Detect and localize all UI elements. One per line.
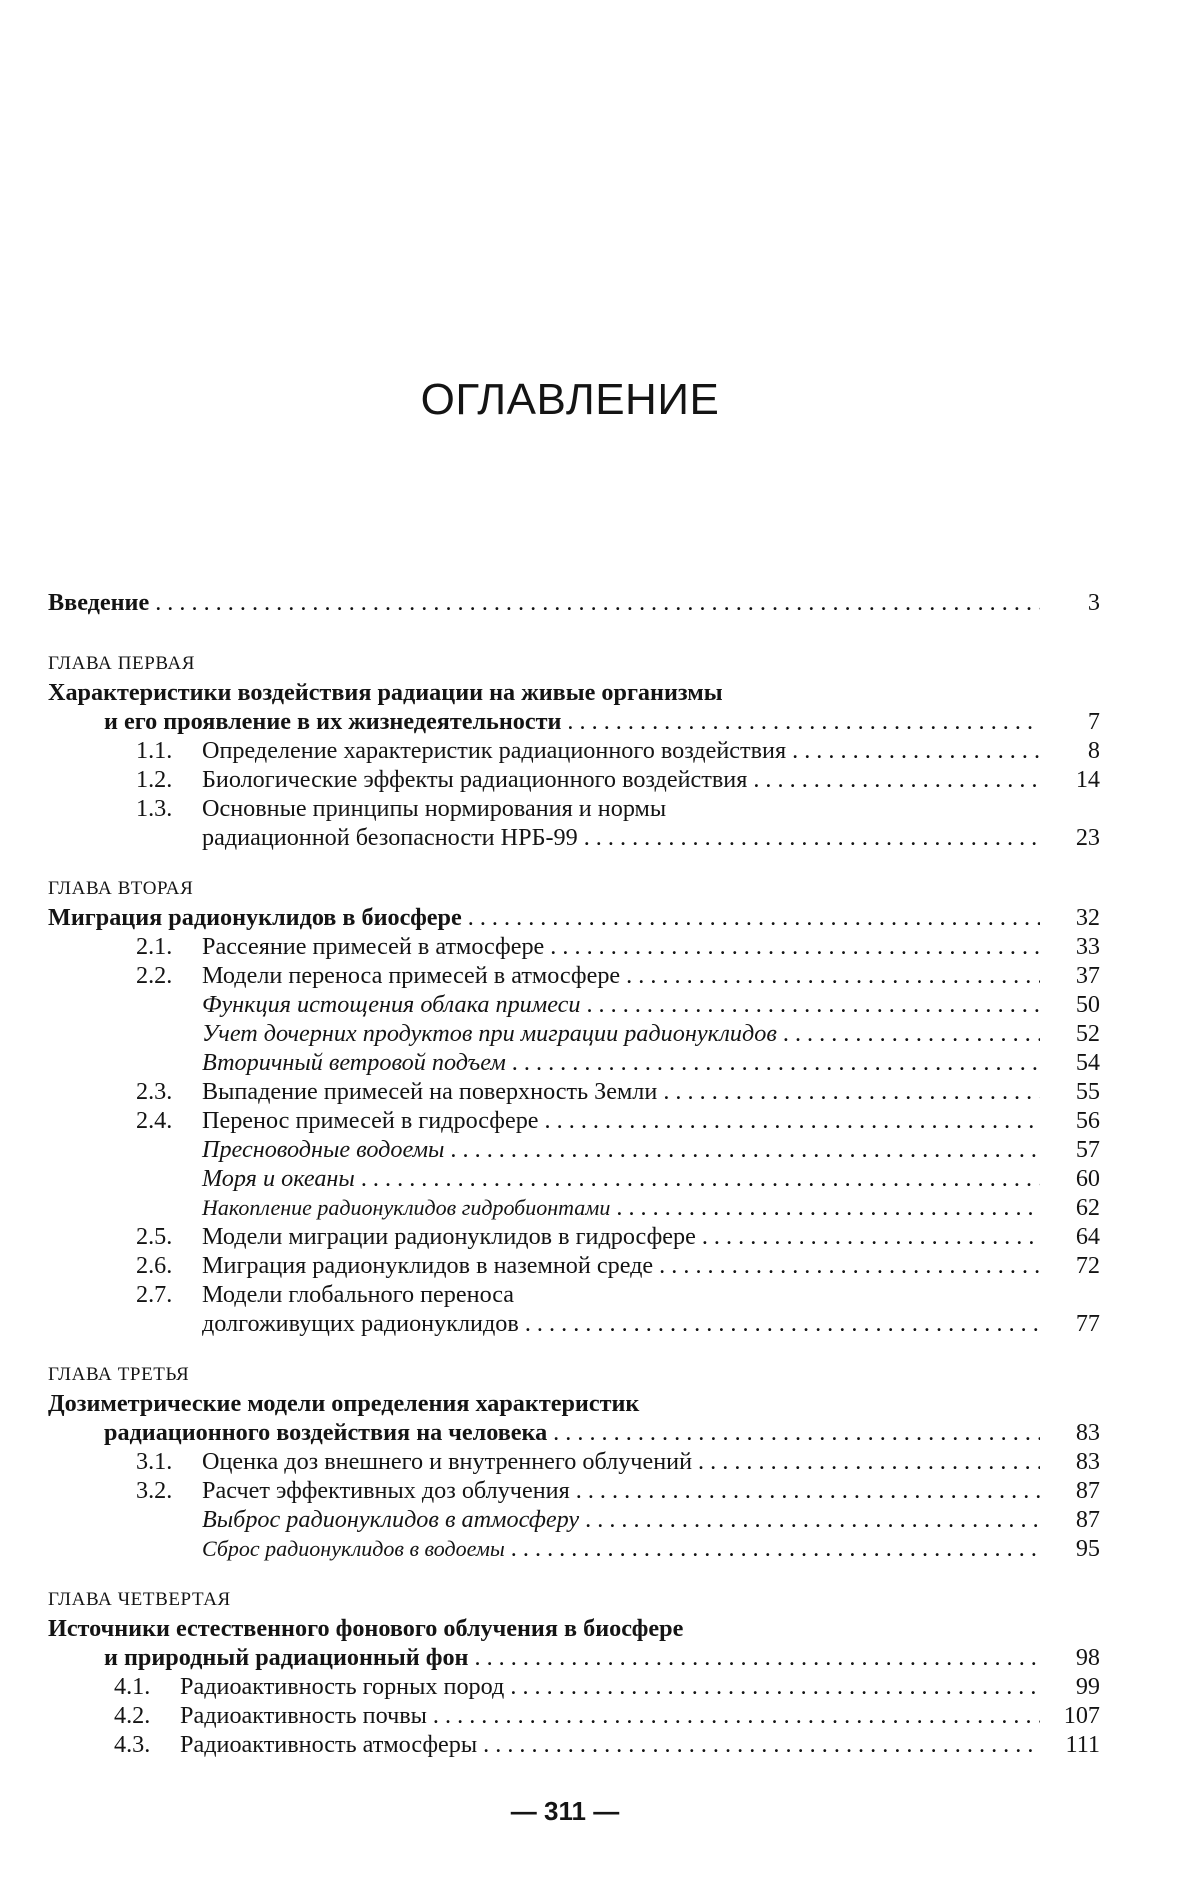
toc-entry[interactable]: [48, 961, 1100, 990]
toc-page-number: 99: [1075, 1673, 1100, 1700]
leader-dots: [792, 736, 1040, 765]
leader-dots: [626, 961, 1040, 990]
section-number: 2.5.: [136, 1223, 173, 1250]
page-title: ОГЛАВЛЕНИЕ: [420, 375, 720, 424]
section-number: 1.2.: [136, 766, 173, 793]
toc-page-number: 8: [1087, 737, 1100, 764]
chapter-title: [48, 1389, 1100, 1418]
leader-dots: [545, 1106, 1040, 1135]
toc-entry[interactable]: [48, 765, 1100, 794]
leader-dots: [783, 1019, 1040, 1048]
leader-dots: [155, 588, 1040, 617]
toc-entry-chapter[interactable]: [48, 707, 1100, 736]
section-number: 2.2.: [136, 962, 173, 989]
leader-dots: [474, 1643, 1040, 1672]
leader-dots: [586, 990, 1040, 1019]
leader-dots: [511, 1534, 1040, 1563]
leader-dots: [550, 932, 1040, 961]
toc-entry: [48, 1280, 1100, 1309]
toc-entry-chapter[interactable]: [48, 903, 1100, 932]
toc-page-number: 3: [1087, 589, 1100, 616]
section-title: Радиоактивность горных пород: [180, 1673, 505, 1700]
toc-entry[interactable]: [48, 823, 1100, 852]
section-number: 2.3.: [136, 1078, 173, 1105]
toc-subentry[interactable]: [48, 1164, 1100, 1193]
toc-page-number: 87: [1075, 1477, 1100, 1504]
toc-entry-chapter[interactable]: [48, 1643, 1100, 1672]
leader-dots: [659, 1251, 1040, 1280]
chapter-title: Миграция радионуклидов в биосфере: [48, 904, 462, 931]
chapter-label: ГЛАВА ПЕРВАЯ: [48, 653, 196, 674]
section-title: Биологические эффекты радиационного воздействия: [202, 766, 748, 793]
section-title: радиационной безопасности НРБ-99: [202, 824, 578, 851]
toc-page-number: 57: [1075, 1136, 1100, 1163]
section-title: Расчет эффективных доз облучения: [202, 1477, 570, 1504]
toc-subentry[interactable]: [48, 1534, 1100, 1563]
toc-page-number: 62: [1075, 1194, 1100, 1221]
toc-subentry[interactable]: [48, 1193, 1100, 1222]
leader-dots: [753, 765, 1040, 794]
section-number: 2.4.: [136, 1107, 173, 1134]
chapter-label: ГЛАВА ВТОРАЯ: [48, 878, 194, 899]
subsection-title: Накопление радионуклидов гидробионтами: [202, 1195, 611, 1220]
subsection-title: Пресноводные водоемы: [202, 1136, 445, 1163]
toc-entry[interactable]: [48, 1251, 1100, 1280]
leader-dots: [576, 1476, 1040, 1505]
subsection-title: Функция истощения облака примеси: [202, 991, 581, 1018]
chapter-title-line: и природный радиационный фон: [104, 1644, 469, 1671]
leader-dots: [468, 903, 1040, 932]
leader-dots: [585, 1505, 1040, 1534]
toc-page-number: 107: [1063, 1702, 1100, 1729]
chapter-title-line: Дозиметрические модели определения характеристик: [48, 1390, 640, 1417]
leader-dots: [510, 1672, 1040, 1701]
toc-page-number: 77: [1075, 1310, 1100, 1337]
leader-dots: [584, 823, 1040, 852]
subsection-title: Выброс радионуклидов в атмосферу: [202, 1506, 580, 1533]
leader-dots: [567, 707, 1040, 736]
leader-dots: [512, 1048, 1040, 1077]
toc-page-number: 55: [1075, 1078, 1100, 1105]
chapter-title-line: Характеристики воздействия радиации на живые организмы: [48, 679, 723, 706]
toc-page-number: 56: [1075, 1107, 1100, 1134]
toc-entry[interactable]: [48, 1701, 1100, 1730]
leader-dots: [483, 1730, 1040, 1759]
toc-entry-intro[interactable]: [48, 588, 1100, 617]
leader-dots: [663, 1077, 1040, 1106]
leader-dots: [698, 1447, 1040, 1476]
toc-page-number: 83: [1075, 1448, 1100, 1475]
section-title: долгоживущих радионуклидов: [202, 1310, 519, 1337]
toc-page-number: 98: [1075, 1644, 1100, 1671]
section-number: 4.3.: [114, 1731, 151, 1758]
section-title: Выпадение примесей на поверхность Земли: [202, 1078, 658, 1105]
toc-page-number: 37: [1075, 962, 1100, 989]
section-title: Модели переноса примесей в атмосфере: [202, 962, 621, 989]
section-title: Перенос примесей в гидросфере: [202, 1107, 539, 1134]
toc-entry[interactable]: [48, 1730, 1100, 1759]
section-title: Основные принципы нормирования и нормы: [202, 795, 667, 822]
page-number-footer: — 311 —: [510, 1796, 620, 1826]
toc-entry[interactable]: [48, 1309, 1100, 1338]
toc-entry[interactable]: [48, 1447, 1100, 1476]
toc-page-number: 33: [1075, 933, 1100, 960]
toc-subentry[interactable]: [48, 1019, 1100, 1048]
subsection-title: Моря и океаны: [202, 1165, 355, 1192]
toc-page-number: 32: [1075, 904, 1100, 931]
leader-dots: [702, 1222, 1040, 1251]
section-number: 2.6.: [136, 1252, 173, 1279]
section-number: 1.3.: [136, 795, 173, 822]
toc-subentry[interactable]: [48, 1048, 1100, 1077]
section-title: Рассеяние примесей в атмосфере: [202, 933, 545, 960]
toc-subentry[interactable]: [48, 1505, 1100, 1534]
table-of-contents: [48, 588, 1100, 1759]
chapter-title: [48, 678, 1100, 707]
toc-page-number: 83: [1075, 1419, 1100, 1446]
chapter-title-line: Источники естественного фонового облучения в биосфере: [48, 1615, 684, 1642]
toc-entry[interactable]: [48, 1476, 1100, 1505]
toc-entry-title: Введение: [48, 589, 150, 616]
toc-page-number: 95: [1075, 1535, 1100, 1562]
chapter-title-line: и его проявление в их жизнедеятельности: [104, 708, 562, 735]
toc-page-number: 87: [1075, 1506, 1100, 1533]
chapter-label: ГЛАВА ТРЕТЬЯ: [48, 1364, 190, 1385]
section-title: Модели глобального переноса: [202, 1281, 515, 1308]
chapter-title: [48, 1614, 1100, 1643]
section-title: Радиоактивность почвы: [180, 1702, 427, 1729]
section-title: Радиоактивность атмосферы: [180, 1731, 478, 1758]
toc-entry[interactable]: [48, 1106, 1100, 1135]
section-title: Миграция радионуклидов в наземной среде: [202, 1252, 654, 1279]
leader-dots: [553, 1418, 1040, 1447]
toc-entry-chapter[interactable]: [48, 1418, 1100, 1447]
chapter-label: ГЛАВА ЧЕТВЕРТАЯ: [48, 1589, 231, 1610]
leader-dots: [525, 1309, 1040, 1338]
toc-entry[interactable]: [48, 1077, 1100, 1106]
toc-entry: [48, 794, 1100, 823]
toc-subentry[interactable]: [48, 990, 1100, 1019]
toc-page-number: 64: [1075, 1223, 1100, 1250]
subsection-title: Учет дочерних продуктов при миграции радионуклидов: [202, 1020, 777, 1047]
toc-entry[interactable]: [48, 736, 1100, 765]
subsection-title: Сброс радионуклидов в водоемы: [202, 1536, 505, 1561]
toc-page-number: 60: [1075, 1165, 1100, 1192]
toc-page-number: 50: [1075, 991, 1100, 1018]
toc-page-number: 111: [1065, 1731, 1100, 1758]
leader-dots: [616, 1193, 1040, 1222]
section-number: 2.7.: [136, 1281, 173, 1308]
chapter-title-line: радиационного воздействия на человека: [104, 1419, 548, 1446]
toc-page-number: 72: [1075, 1252, 1100, 1279]
section-title: Модели миграции радионуклидов в гидросфере: [202, 1223, 696, 1250]
toc-entry[interactable]: [48, 1222, 1100, 1251]
section-number: 3.2.: [136, 1477, 173, 1504]
subsection-title: Вторичный ветровой подъем: [202, 1049, 506, 1076]
toc-page-number: 7: [1087, 708, 1100, 735]
toc-entry[interactable]: [48, 1672, 1100, 1701]
section-number: 1.1.: [136, 737, 173, 764]
toc-page-number: 52: [1075, 1020, 1100, 1047]
leader-dots: [433, 1701, 1040, 1730]
section-title: Определение характеристик радиационного воздействия: [202, 737, 787, 764]
toc-entry[interactable]: [48, 932, 1100, 961]
toc-page-number: 54: [1075, 1049, 1100, 1076]
section-number: 4.2.: [114, 1702, 151, 1729]
leader-dots: [361, 1164, 1040, 1193]
toc-page-number: 14: [1075, 766, 1100, 793]
section-number: 2.1.: [136, 933, 173, 960]
section-number: 3.1.: [136, 1448, 173, 1475]
toc-page-number: 23: [1075, 824, 1100, 851]
section-number: 4.1.: [114, 1673, 151, 1700]
toc-subentry[interactable]: [48, 1135, 1100, 1164]
section-title: Оценка доз внешнего и внутреннего облучений: [202, 1448, 693, 1475]
leader-dots: [450, 1135, 1040, 1164]
